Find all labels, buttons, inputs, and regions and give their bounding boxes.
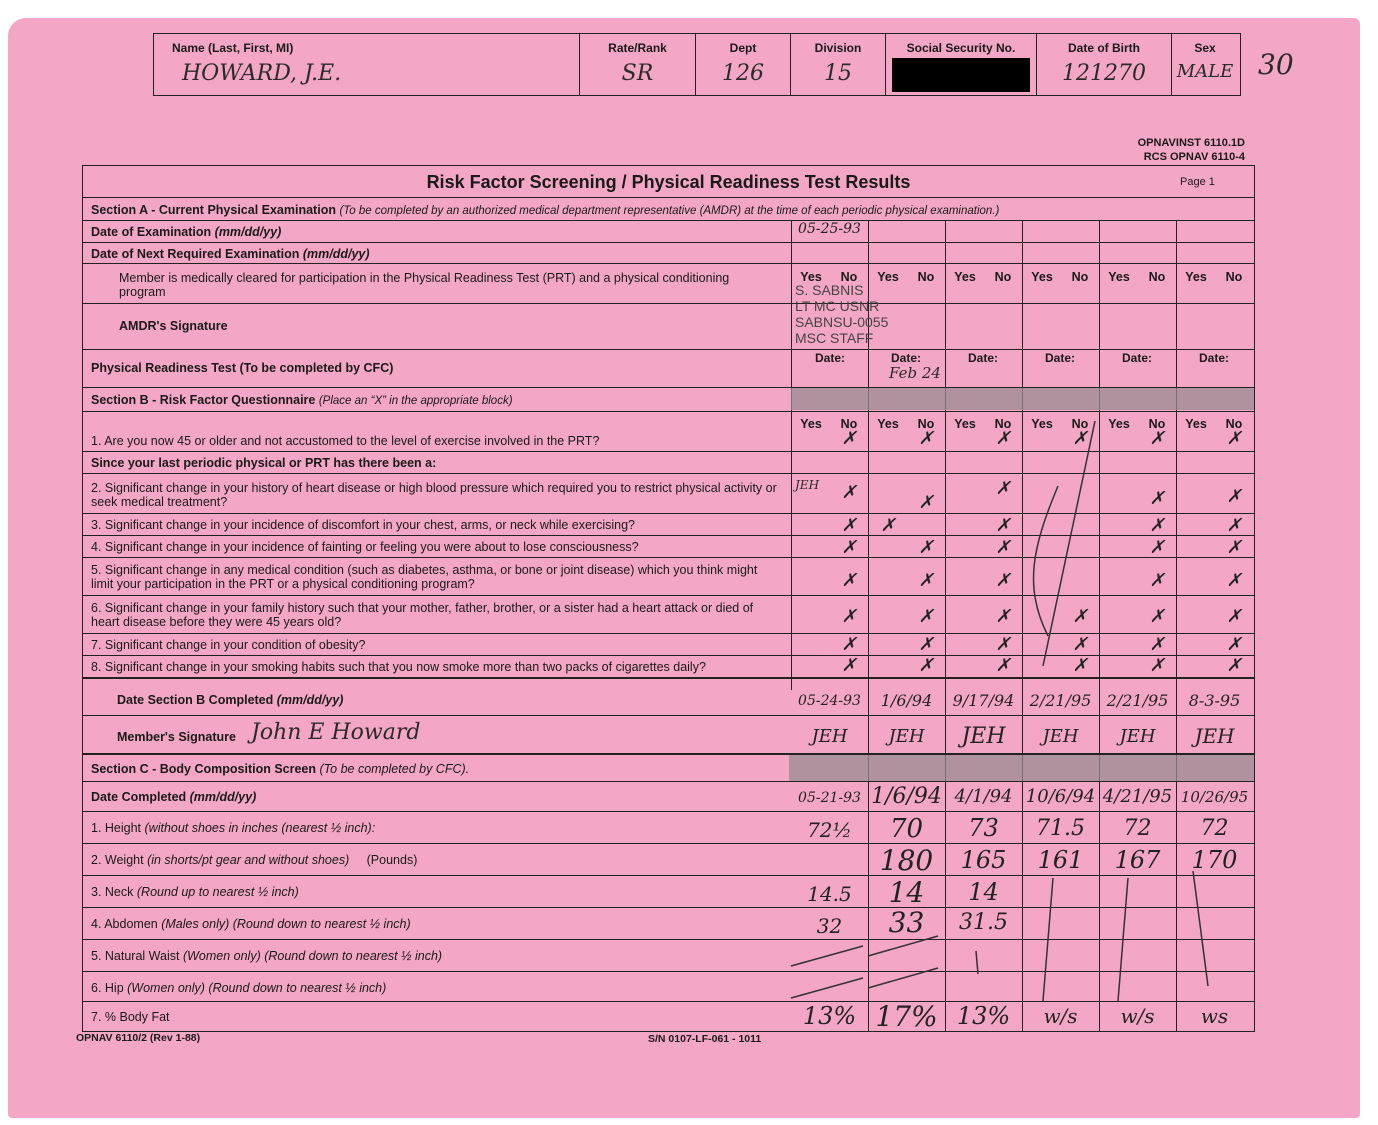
answer-mark: ✗ bbox=[1149, 634, 1165, 655]
bodyfat-value: w/s bbox=[1120, 1004, 1155, 1028]
pen-stroke bbox=[976, 951, 978, 974]
answer-mark: ✗ bbox=[1226, 634, 1242, 655]
abdomen-value: 31.5 bbox=[959, 910, 1008, 935]
answer-mark: ✗ bbox=[918, 634, 934, 655]
instruction-ref: OPNAVINST 6110.1D bbox=[1137, 137, 1245, 149]
answer-mark: ✗ bbox=[1226, 570, 1242, 591]
answer-mark: ✗ bbox=[995, 537, 1011, 558]
member-initials: JEH bbox=[1194, 724, 1235, 748]
answer-mark: ✗ bbox=[918, 570, 934, 591]
answer-mark: ✗ bbox=[1226, 537, 1242, 558]
height-value: 73 bbox=[968, 814, 999, 842]
corner-number: 30 bbox=[1258, 48, 1294, 81]
completed-c-date: 10/6/94 bbox=[1025, 786, 1096, 807]
sex-cell bbox=[1172, 34, 1238, 95]
dob-label: Date of Birth bbox=[1068, 41, 1140, 55]
q3-label: 3. Significant change in your incidence of discomfort in your chest, arms, or neck while exercising? bbox=[91, 518, 636, 532]
q5-label: 5. Significant change in any medical condition (such as diabetes, asthma, or bone or joint disease) which you think might limit your participation in the PRT or a physical conditioning program? bbox=[91, 563, 758, 591]
answer-mark: ✗ bbox=[1072, 606, 1088, 627]
amdr-signature-label: AMDR's Signature bbox=[119, 319, 228, 333]
answer-mark: ✗ bbox=[1072, 428, 1088, 449]
answer-mark: ✗ bbox=[918, 428, 934, 449]
cleared-yes-3: Yes bbox=[954, 270, 976, 284]
prt-date-2-value: Feb 24 bbox=[889, 364, 941, 382]
q-yes-6: Yes bbox=[1185, 417, 1207, 431]
prt-date-3: Date: bbox=[968, 351, 999, 365]
answer-mark: ✗ bbox=[841, 482, 857, 503]
answer-mark: ✗ bbox=[918, 655, 934, 676]
member-initials: JEH bbox=[961, 724, 1006, 749]
member-initials: JEH bbox=[1119, 726, 1156, 747]
cleared-yes-2: Yes bbox=[877, 270, 899, 284]
answer-mark: ✗ bbox=[995, 655, 1011, 676]
q-no-1: No bbox=[840, 417, 858, 431]
exam-date-label: Date of Examination bbox=[91, 225, 212, 239]
exam-date-value: 05-25-93 bbox=[798, 221, 861, 237]
abdomen-note: (Males only) (Round down to nearest ½ inch) bbox=[161, 917, 411, 931]
q8-label: 8. Significant change in your smoking habits such that you now smoke more than two packs of cigarettes daily? bbox=[91, 660, 706, 674]
q-no-3: No bbox=[994, 417, 1012, 431]
pen-stroke bbox=[868, 936, 938, 956]
height-label: 1. Height bbox=[91, 821, 142, 835]
cleared-no-6: No bbox=[1225, 270, 1243, 284]
completed-c-date: 10/26/95 bbox=[1180, 788, 1249, 806]
stamp-line: SABNSU-0055 bbox=[795, 314, 889, 330]
date-completed-unit: (mm/dd/yy) bbox=[189, 790, 257, 804]
stamp-line: MSC STAFF bbox=[795, 330, 874, 346]
completed-date: 9/17/94 bbox=[952, 691, 1015, 710]
section-a-heading: Section A - Current Physical Examination bbox=[91, 203, 336, 217]
section-b-completed-label: Date Section B Completed bbox=[117, 693, 274, 707]
answer-mark: ✗ bbox=[1149, 606, 1165, 627]
reference-block bbox=[1138, 136, 1245, 164]
completed-c-date: 4/1/94 bbox=[954, 786, 1013, 807]
neck-value: 14 bbox=[968, 878, 999, 906]
division-cell bbox=[791, 34, 886, 95]
cleared-no-2: No bbox=[917, 270, 935, 284]
cleared-no-3: No bbox=[994, 270, 1012, 284]
q1-label: 1. Are you now 45 or older and not accustomed to the level of exercise involved in the PRT? bbox=[91, 434, 600, 448]
member-initials: JEH bbox=[1042, 726, 1079, 747]
cleared-yes-4: Yes bbox=[1031, 270, 1053, 284]
neck-value: 14 bbox=[888, 876, 925, 909]
answer-mark: ✗ bbox=[995, 606, 1011, 627]
pen-stroke bbox=[1043, 878, 1053, 1001]
answer-mark: ✗ bbox=[1149, 515, 1165, 536]
rcs-ref: RCS OPNAV 6110-4 bbox=[1143, 151, 1245, 163]
answer-mark: ✗ bbox=[1149, 570, 1165, 591]
answer-mark: ✗ bbox=[841, 570, 857, 591]
page-number: Page 1 bbox=[1180, 176, 1215, 188]
completed-c-date: 4/21/95 bbox=[1102, 786, 1173, 807]
member-initials: JEH bbox=[811, 726, 848, 747]
ssn-redaction bbox=[892, 58, 1030, 92]
weight-note: (in shorts/pt gear and without shoes) bbox=[147, 853, 350, 867]
weight-value: 167 bbox=[1114, 846, 1161, 874]
pen-stroke bbox=[791, 946, 863, 966]
section-c-heading: Section C - Body Composition Screen bbox=[91, 762, 317, 776]
prt-date-2: Date: bbox=[891, 351, 922, 365]
q-no-4: No bbox=[1071, 417, 1089, 431]
form-title: Risk Factor Screening / Physical Readiness Test Results bbox=[426, 172, 911, 192]
answer-mark: ✗ bbox=[918, 492, 934, 513]
name-cell bbox=[154, 34, 580, 95]
q-no-2: No bbox=[917, 417, 935, 431]
since-label: Since your last periodic physical or PRT has there been a: bbox=[91, 456, 437, 470]
sex-label: Sex bbox=[1194, 41, 1216, 55]
dob-value: 121270 bbox=[1062, 61, 1146, 86]
prt-date-1: Date: bbox=[815, 351, 846, 365]
weight-value: 161 bbox=[1037, 846, 1084, 874]
prt-date-6: Date: bbox=[1199, 351, 1230, 365]
pen-stroke bbox=[1118, 878, 1128, 1001]
member-signature-label: Member's Signature bbox=[117, 730, 236, 744]
answer-mark: ✗ bbox=[918, 606, 934, 627]
weight-unit: (Pounds) bbox=[366, 853, 418, 867]
completed-c-date: 1/6/94 bbox=[871, 784, 942, 809]
answer-mark: ✗ bbox=[995, 478, 1011, 499]
pen-stroke bbox=[791, 978, 863, 998]
answer-mark: ✗ bbox=[1072, 634, 1088, 655]
rate-label: Rate/Rank bbox=[608, 41, 667, 55]
completed-date: 1/6/94 bbox=[880, 691, 933, 710]
completed-date: 8-3-95 bbox=[1188, 691, 1241, 710]
member-initials: JEH bbox=[888, 726, 925, 747]
neck-label: 3. Neck bbox=[91, 885, 134, 899]
bodyfat-value: w/s bbox=[1043, 1004, 1078, 1028]
next-exam-label: Date of Next Required Examination bbox=[91, 247, 300, 261]
waist-note: (Women only) (Round down to nearest ½ inch) bbox=[182, 949, 443, 963]
answer-mark: ✗ bbox=[841, 428, 857, 449]
abdomen-value: 32 bbox=[816, 914, 843, 938]
cleared-label: Member is medically cleared for participation in the Physical Readiness Test (PRT) and a physical conditioning program bbox=[119, 271, 730, 299]
answer-mark: ✗ bbox=[1226, 655, 1242, 676]
answer-mark: ✗ bbox=[1226, 428, 1242, 449]
cleared-yes-5: Yes bbox=[1108, 270, 1130, 284]
height-value: 71.5 bbox=[1036, 816, 1085, 841]
pen-stroke bbox=[1043, 421, 1095, 666]
pen-strokes bbox=[83, 166, 1254, 1031]
bodyfat-value: 13% bbox=[956, 1002, 1011, 1030]
answer-mark: ✗ bbox=[1226, 486, 1242, 507]
cleared-no-5: No bbox=[1148, 270, 1166, 284]
answer-mark: ✗ bbox=[841, 606, 857, 627]
height-value: 72½ bbox=[807, 818, 852, 842]
rate-cell bbox=[580, 34, 696, 95]
q-yes-4: Yes bbox=[1031, 417, 1053, 431]
section-b-completed-unit: (mm/dd/yy) bbox=[276, 693, 344, 707]
bodyfat-label: 7. % Body Fat bbox=[91, 1010, 170, 1024]
q-yes-2: Yes bbox=[877, 417, 899, 431]
answer-mark: ✗ bbox=[1149, 488, 1165, 509]
q-no-5: No bbox=[1148, 417, 1166, 431]
section-b-note: (Place an “X” in the appropriate block) bbox=[318, 395, 513, 407]
answer-mark: ✗ bbox=[1149, 655, 1165, 676]
q2-yes-initial: JEH bbox=[795, 478, 820, 492]
dept-cell bbox=[696, 34, 791, 95]
q7-label: 7. Significant change in your condition of obesity? bbox=[91, 638, 366, 652]
exam-date-unit: (mm/dd/yy) bbox=[214, 225, 282, 239]
abdomen-label: 4. Abdomen bbox=[91, 917, 158, 931]
prt-date-5: Date: bbox=[1122, 351, 1153, 365]
height-value: 70 bbox=[889, 814, 924, 844]
completed-date: 2/21/95 bbox=[1029, 691, 1092, 710]
name-value: HOWARD, J.E. bbox=[182, 61, 342, 86]
q4-label: 4. Significant change in your incidence of fainting or feeling you were about to lose consciousness? bbox=[91, 540, 639, 554]
division-value: 15 bbox=[824, 61, 852, 86]
name-label: Name (Last, First, MI) bbox=[172, 41, 294, 55]
rate-value: SR bbox=[621, 61, 654, 86]
form-number: OPNAV 6110/2 (Rev 1-88) bbox=[76, 1032, 201, 1044]
answer-mark: ✗ bbox=[841, 537, 857, 558]
stamp-line: S. SABNIS bbox=[795, 282, 864, 298]
q-yes-3: Yes bbox=[954, 417, 976, 431]
member-signature: John E Howard bbox=[251, 720, 421, 745]
weight-value: 180 bbox=[879, 844, 934, 877]
answer-mark: ✗ bbox=[995, 634, 1011, 655]
section-a-note: (To be completed by an authorized medical department representative (AMDR) at the time of each periodic physical examination.) bbox=[339, 205, 1000, 217]
q2-label: 2. Significant change in your history of heart disease or high blood pressure which required you to restrict physical activity or seek medical treatment? bbox=[91, 481, 777, 509]
q-yes-5: Yes bbox=[1108, 417, 1130, 431]
cleared-yes-1: Yes bbox=[800, 270, 822, 284]
dept-value: 126 bbox=[722, 61, 764, 86]
answer-mark: ✗ bbox=[880, 515, 896, 536]
section-b-heading: Section B - Risk Factor Questionnaire bbox=[91, 393, 316, 407]
bodyfat-value: 13% bbox=[802, 1002, 857, 1030]
main-form bbox=[82, 165, 1255, 1032]
weight-label: 2. Weight bbox=[91, 853, 144, 867]
pen-stroke bbox=[868, 968, 938, 988]
neck-note: (Round up to nearest ½ inch) bbox=[136, 885, 299, 899]
weight-value: 165 bbox=[960, 846, 1007, 874]
cleared-no-4: No bbox=[1071, 270, 1089, 284]
division-label: Division bbox=[814, 41, 862, 55]
ssn-label: Social Security No. bbox=[906, 41, 1016, 55]
q-yes-1: Yes bbox=[800, 417, 822, 431]
bodyfat-value: ws bbox=[1200, 1004, 1229, 1028]
answer-mark: ✗ bbox=[1072, 655, 1088, 676]
answer-mark: ✗ bbox=[1226, 515, 1242, 536]
completed-date: 05-24-93 bbox=[798, 693, 861, 709]
q6-label: 6. Significant change in your family history such that your mother, father, brother, or a sister had a heart attack or died of heart disease before they were 45 years old? bbox=[91, 601, 754, 629]
prt-date-4: Date: bbox=[1045, 351, 1076, 365]
answer-mark: ✗ bbox=[841, 655, 857, 676]
stock-number: S/N 0107-LF-061 - 1011 bbox=[648, 1033, 762, 1045]
answer-mark: ✗ bbox=[841, 634, 857, 655]
section-c-note: (To be completed by CFC). bbox=[319, 762, 470, 776]
pen-stroke bbox=[1193, 871, 1208, 986]
hip-label: 6. Hip bbox=[91, 981, 124, 995]
abdomen-value: 33 bbox=[888, 906, 925, 939]
dept-label: Dept bbox=[729, 41, 757, 55]
waist-label: 5. Natural Waist bbox=[91, 949, 180, 963]
sex-value: MALE bbox=[1176, 61, 1234, 82]
height-value: 72 bbox=[1200, 816, 1229, 841]
bodyfat-value: 17% bbox=[875, 1000, 938, 1033]
next-exam-unit: (mm/dd/yy) bbox=[302, 247, 370, 261]
prt-label: Physical Readiness Test (To be completed by CFC) bbox=[91, 361, 394, 375]
completed-date: 2/21/95 bbox=[1106, 691, 1169, 710]
answer-mark: ✗ bbox=[1226, 606, 1242, 627]
answer-mark: ✗ bbox=[1149, 428, 1165, 449]
height-note: (without shoes in inches (nearest ½ inch): bbox=[144, 821, 376, 835]
cleared-no-1: No bbox=[840, 270, 858, 284]
height-value: 72 bbox=[1123, 816, 1152, 841]
hip-note: (Women only) (Round down to nearest ½ inch) bbox=[127, 981, 387, 995]
date-completed-label: Date Completed bbox=[91, 790, 187, 804]
answer-mark: ✗ bbox=[995, 515, 1011, 536]
cleared-yes-6: Yes bbox=[1185, 270, 1207, 284]
member-header bbox=[153, 33, 1241, 96]
ssn-cell bbox=[886, 34, 1037, 95]
answer-mark: ✗ bbox=[1149, 537, 1165, 558]
q-no-6: No bbox=[1225, 417, 1243, 431]
answer-mark: ✗ bbox=[841, 515, 857, 536]
neck-value: 14.5 bbox=[807, 882, 852, 906]
dob-cell bbox=[1037, 34, 1172, 95]
answer-mark: ✗ bbox=[918, 537, 934, 558]
weight-value: 170 bbox=[1191, 846, 1238, 874]
answer-mark: ✗ bbox=[995, 570, 1011, 591]
stamp-line: LT MC USNR bbox=[795, 298, 880, 314]
answer-mark: ✗ bbox=[995, 428, 1011, 449]
completed-c-date: 05-21-93 bbox=[798, 790, 861, 806]
